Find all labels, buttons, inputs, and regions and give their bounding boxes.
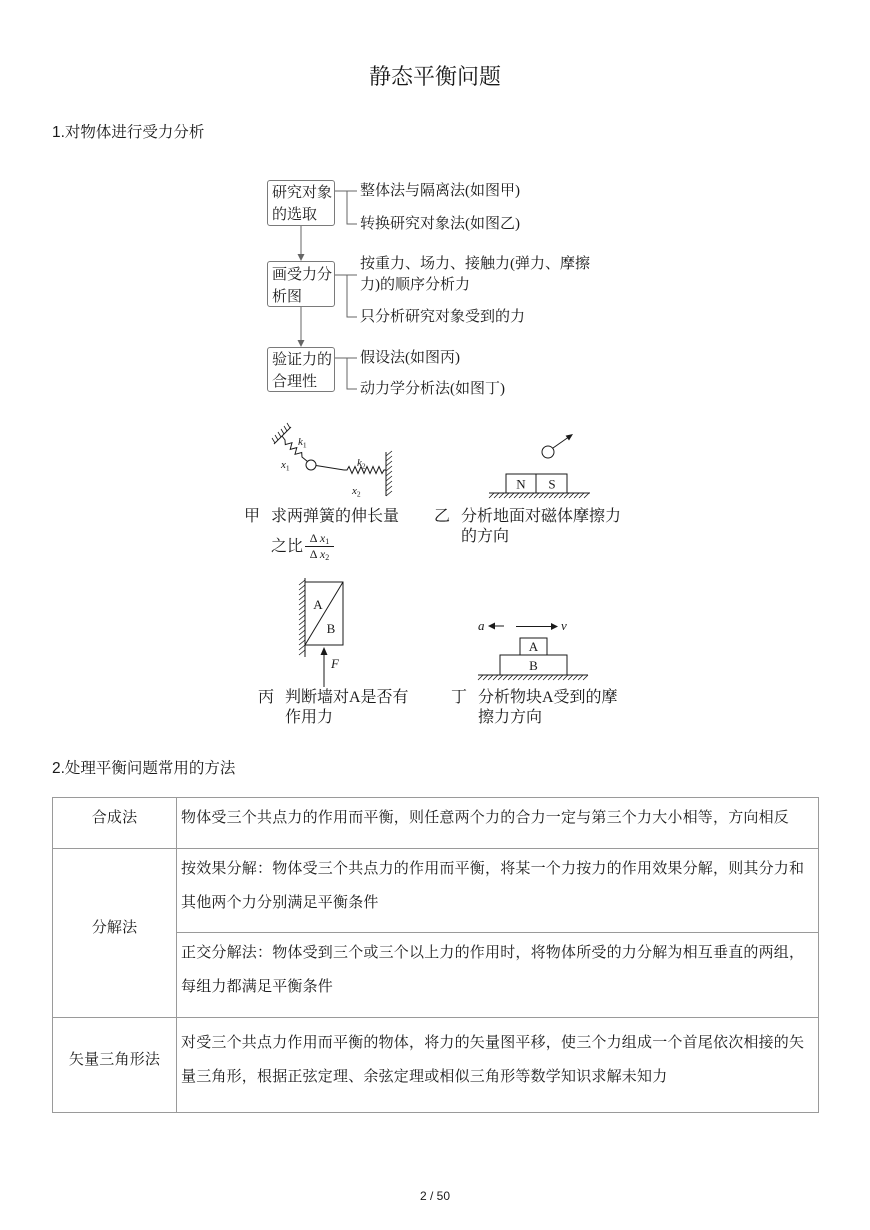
wall-hatch (299, 580, 305, 655)
subscript: 1 (325, 537, 330, 546)
subscript: 2 (325, 553, 330, 562)
ground-hatch (478, 675, 588, 680)
iron-ball (542, 446, 554, 458)
flow-box-line: 研究对象 (272, 185, 333, 201)
figure-jia-diagram (262, 422, 398, 502)
label-k1-base: k (298, 436, 303, 448)
description-line: 正交分解法：物体受到三个或三个以上力的作用时，将物体所受的力分解为相互垂直的两组， (181, 944, 805, 961)
figure-jia-ratio-prefix: 之比 (271, 538, 304, 555)
figure-bing-caption-line: 判断墙对A是否有 (285, 689, 409, 706)
force-label: F (331, 656, 339, 671)
method-description-cell (177, 849, 819, 933)
flow-box-line: 合理性 (272, 374, 318, 390)
label-x1 (280, 459, 290, 473)
delta-symbol: Δ (309, 547, 317, 561)
flow-arrow-1-head (298, 254, 305, 261)
flow-branch-line: 假设法(如图丙) (360, 350, 460, 366)
motion-arrow-head (566, 434, 573, 441)
block-b-label: B (326, 621, 336, 636)
flow-bracket-3 (335, 358, 357, 389)
acceleration-arrow-head (488, 623, 495, 630)
ceiling-support (274, 427, 291, 444)
wall-hatch (386, 451, 392, 496)
figure-ding-caption-line: 分析物块A受到的摩 (478, 689, 618, 706)
figure-yi-caption-line: 分析地面对磁体摩擦力 (461, 508, 622, 525)
magnet-pole-s: S (548, 476, 556, 492)
connecting-rod (316, 466, 344, 471)
table-row (53, 849, 819, 933)
description-line: 对受三个共点力作用而平衡的物体，将力的矢量图平移，使三个力组成一个首尾依次相接的矢 (181, 1034, 805, 1051)
label-k2 (357, 457, 366, 471)
table-row (53, 1018, 819, 1113)
velocity-label: v (561, 618, 567, 633)
flow-arrow-2-head (298, 340, 305, 347)
flow-branch-line: 按重力、场力、接触力(弹力、摩擦 (360, 256, 590, 272)
method-name: 合成法 (91, 809, 138, 826)
method-name-cell (53, 798, 177, 849)
figure-bing-tag: 丙 (258, 689, 275, 706)
variable-x: x (319, 531, 326, 545)
flow-box-select-object (267, 180, 335, 226)
figure-jia-ratio-fraction (305, 531, 334, 562)
fraction-numerator (310, 531, 329, 546)
motion-arrow-shaft (553, 438, 568, 449)
magnet-pole-n: N (516, 476, 526, 492)
label-x1-base: x (281, 459, 286, 471)
acceleration-label: a (478, 618, 485, 633)
block-a-label: A (313, 597, 323, 612)
flow-branch-line: 只分析研究对象受到的力 (360, 309, 526, 325)
method-name: 矢量三角形法 (68, 1051, 161, 1068)
flow-box-line: 析图 (272, 289, 303, 305)
flow-box-verify-force (267, 347, 335, 392)
variable-x: x (319, 547, 326, 561)
flow-box-line: 画受力分 (272, 267, 333, 283)
description-line: 物体受三个共点力的作用而平衡，则任意两个力的合力一定与第三个力大小相等，方向相反 (181, 809, 790, 826)
flow-branch-line: 转换研究对象法(如图乙) (360, 216, 520, 232)
description-line: 每组力都满足平衡条件 (181, 978, 334, 995)
description-line: 按效果分解：物体受三个共点力的作用而平衡，将某一个力按力的作用效果分解，则其分力和 (181, 859, 805, 877)
flow-branch (360, 348, 460, 369)
flow-box-draw-diagram (267, 261, 335, 307)
flow-bracket-1 (335, 191, 357, 224)
figure-ding-caption-line: 擦力方向 (478, 709, 543, 726)
section-2-heading: 2.处理平衡问题常用的方法 (52, 760, 236, 777)
velocity-arrow-head (551, 623, 558, 630)
page-indicator: 2 / 50 (419, 1189, 451, 1203)
label-x1-sub: 1 (285, 463, 290, 473)
flow-box-line: 验证力的 (272, 352, 333, 368)
description-line: 其他两个力分别满足平衡条件 (181, 893, 379, 911)
figure-yi-diagram (485, 428, 593, 502)
figure-yi-tag: 乙 (434, 508, 451, 525)
flow-branch (360, 214, 520, 235)
method-description-cell (177, 798, 819, 849)
section-1-heading: 1.对物体进行受力分析 (52, 124, 205, 141)
flow-branch-line: 力)的顺序分析力 (360, 277, 470, 293)
flow-branch-line: 整体法与隔离法(如图甲) (360, 183, 520, 199)
fraction-denominator (310, 547, 329, 562)
label-x2 (351, 485, 361, 499)
figure-jia-caption-line: 求两弹簧的伸长量 (271, 508, 400, 525)
figure-yi-caption-line: 的方向 (461, 528, 510, 545)
flow-box-line: 的选取 (272, 207, 318, 223)
flow-branch (360, 379, 505, 400)
block-a-label: A (528, 639, 539, 654)
flow-branch-line: 动力学分析法(如图丁) (360, 381, 505, 397)
figure-bing-diagram (288, 574, 348, 690)
ceiling-hatch (272, 423, 290, 443)
ball (306, 460, 316, 470)
block-split-diagonal (305, 582, 343, 645)
label-k1 (298, 436, 307, 450)
ground-hatch (489, 493, 589, 498)
block-b-label: B (529, 658, 538, 673)
method-description-cell (177, 1018, 819, 1113)
table-row (53, 798, 819, 849)
page-title: 静态平衡问题 (368, 64, 501, 89)
description-line: 量三角形，根据正弦定理、余弦定理或相似三角形等数学知识求解未知力 (181, 1068, 668, 1085)
methods-table (52, 797, 819, 1113)
label-k2-sub: 2 (361, 461, 366, 471)
flow-branch (360, 254, 590, 296)
figure-jia-tag: 甲 (244, 508, 261, 525)
figure-ding-tag: 丁 (451, 689, 468, 706)
method-description-cell (177, 933, 819, 1018)
flow-bracket-2 (335, 275, 357, 317)
flow-branch (360, 307, 525, 328)
method-name: 分解法 (91, 919, 138, 936)
delta-symbol: Δ (309, 531, 317, 545)
label-x2-base: x (352, 485, 357, 497)
force-arrow-head (321, 647, 328, 655)
method-name-cell (53, 1018, 177, 1113)
label-x2-sub: 2 (356, 489, 361, 499)
label-k2-base: k (357, 457, 362, 469)
figure-bing-caption-line: 作用力 (285, 709, 334, 726)
method-name-cell (53, 849, 177, 1018)
label-k1-sub: 1 (302, 440, 307, 450)
flow-branch (360, 181, 520, 202)
figure-ding-diagram (474, 614, 592, 682)
